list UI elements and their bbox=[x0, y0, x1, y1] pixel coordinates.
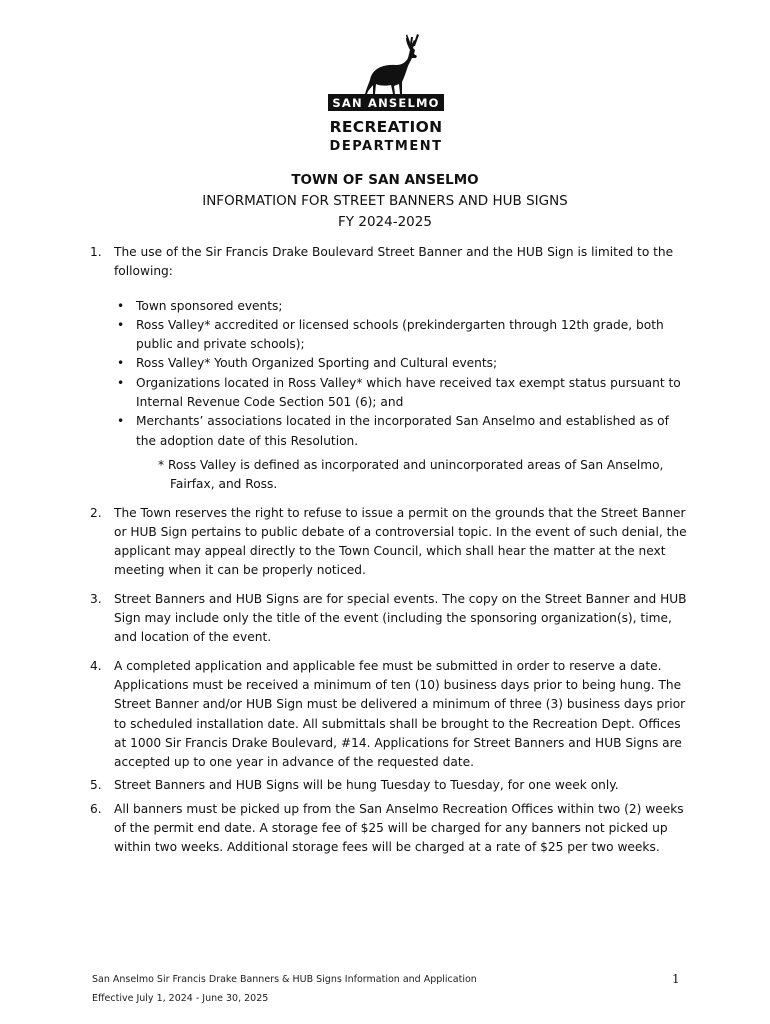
list-item bbox=[88, 243, 688, 282]
item-text: Street Banners and HUB Signs will be hung Tuesday to Tuesday, for one week only. bbox=[114, 778, 619, 793]
bullet-item: • Organizations located in Ross Valley* which have received tax exempt status pursuant to Internal Revenue Code Section 501 (6); and bbox=[117, 375, 681, 410]
item-text: All banners must be picked up from the San Anselmo Recreation Offices within two (2) weeks of the permit end date. A storage fee of $25 will be charged for any banners not picked up within two weeks. Additional storage fees will be charged at a rate of $25 per two weeks. bbox=[114, 801, 684, 855]
footer-effective-dates: Effective July 1, 2024 - June 30, 2025 bbox=[92, 993, 269, 1004]
item-number: 4. bbox=[90, 658, 102, 673]
page-number: 1 bbox=[672, 972, 680, 986]
item-number: 6. bbox=[90, 801, 102, 816]
item-number: 2. bbox=[90, 505, 102, 520]
document-heading bbox=[0, 170, 770, 233]
logo-line-2: RECREATION bbox=[329, 118, 443, 136]
list-item bbox=[88, 657, 688, 773]
heading-fiscal-year: FY 2024-2025 bbox=[338, 214, 432, 230]
bullet-icon: • bbox=[117, 375, 125, 390]
bullet-item: • Ross Valley* Youth Organized Sporting and Cultural events; bbox=[114, 354, 688, 373]
bullet-icon: • bbox=[117, 414, 125, 429]
list-item bbox=[88, 590, 688, 648]
recreation-department-logo bbox=[322, 28, 450, 158]
bullet-icon: • bbox=[117, 317, 125, 332]
bullet-item: • Merchants’ associations located in the incorporated San Anselmo and established as of the adoption date of this Resolution. bbox=[117, 414, 669, 448]
item-number: 5. bbox=[90, 778, 102, 793]
eligibility-list bbox=[88, 297, 688, 451]
list-item bbox=[88, 776, 688, 795]
bullet-item: • Town sponsored events; bbox=[114, 297, 688, 316]
bullet-icon: • bbox=[117, 356, 125, 371]
ross-valley-note: * Ross Valley is defined as incorporated and unincorporated areas of San Anselmo, Fairfax, and Ross. bbox=[158, 457, 664, 492]
heading-subject: INFORMATION FOR STREET BANNERS AND HUB SIGNS bbox=[202, 193, 568, 209]
heading-town: TOWN OF SAN ANSELMO bbox=[291, 172, 479, 188]
bullet-item: • Ross Valley* accredited or licensed schools (prekindergarten through 12th grade, both public and private schools); bbox=[117, 317, 664, 352]
logo-line-3: DEPARTMENT bbox=[329, 139, 443, 154]
item-number: 1. bbox=[90, 245, 102, 259]
list-item bbox=[88, 800, 688, 858]
deer-icon bbox=[322, 28, 450, 158]
document-body bbox=[88, 243, 688, 858]
item-text: Street Banners and HUB Signs are for special events. The copy on the Street Banner and HUB Sign may include only the title of the event (including the sponsoring organization(s), time, and location of the event. bbox=[114, 591, 687, 645]
logo-line-1: SAN ANSELMO bbox=[332, 96, 440, 110]
item-number: 3. bbox=[90, 591, 102, 606]
item-text: The use of the Sir Francis Drake Boulevard Street Banner and the HUB Sign is limited to the following: bbox=[114, 245, 674, 279]
item-text: A completed application and applicable fee must be submitted in order to reserve a date. Applications must be received a minimum of ten (10) business days prior to being hung. The Street Banner and/or HUB Sign must be delivered a minimum of three (3) business days prior to scheduled installation date. All submittals shall be brought to the Recreation Dept. Offices at 1000 Sir Francis Drake Boulevard, #14. Applications for Street Banners and HUB Signs are accepted up to one year in advance of the requested date. bbox=[114, 658, 686, 770]
list-item bbox=[88, 504, 688, 581]
bullet-icon: • bbox=[117, 298, 125, 313]
item-text: The Town reserves the right to refuse to issue a permit on the grounds that the Street Banner or HUB Sign pertains to public debate of a controversial topic. In the event of such denial, the applicant may appeal directly to the Town Council, which shall hear the matter at the next meeting when it can be properly noticed. bbox=[114, 505, 687, 578]
footer-document-title: San Anselmo Sir Francis Drake Banners & HUB Signs Information and Application bbox=[92, 974, 477, 985]
